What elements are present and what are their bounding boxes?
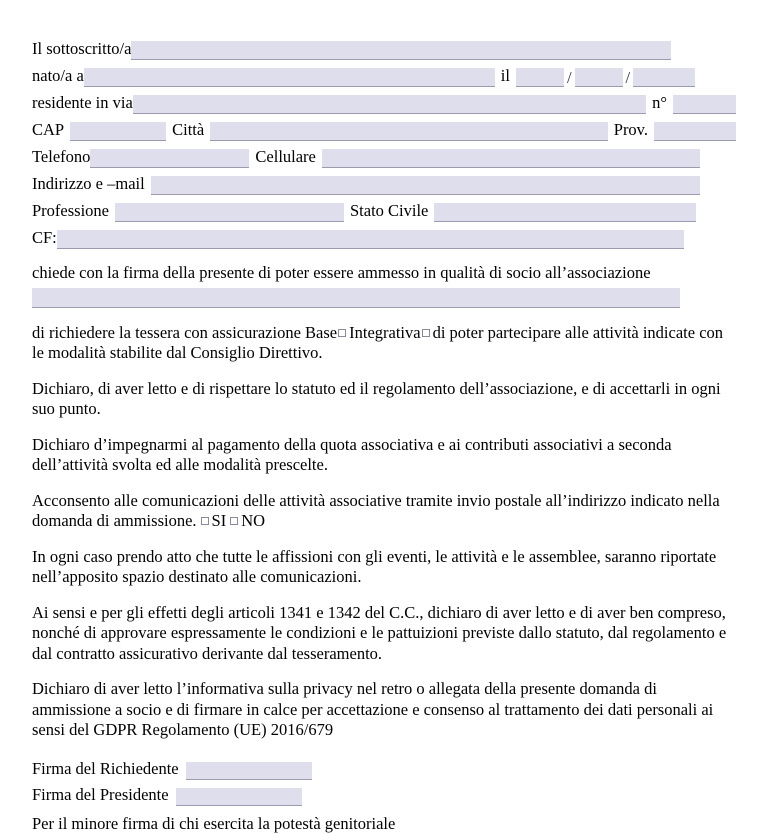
input-data-mese[interactable] — [575, 68, 623, 87]
input-citta[interactable] — [210, 122, 608, 141]
label-citta: Città — [172, 120, 205, 139]
input-data-anno[interactable] — [633, 68, 695, 87]
text-tessera-integrativa: Integrativa — [349, 322, 421, 342]
checkbox-assicurazione-integrativa[interactable] — [422, 329, 430, 337]
form-row-nascita — [32, 60, 736, 87]
label-nato: nato/a a — [32, 66, 84, 85]
paragraph-privacy-gdpr: Dichiaro di aver letto l’informativa sulla privacy nel retro o allegata della presente domanda di ammissione a socio e di firmare in calce per accettazione e consenso al trattamento dei dati personali ai sensi del GDPR Regolamento (UE) 2016/679 — [32, 679, 714, 739]
label-firma-richiedente: Firma del Richiedente — [32, 758, 179, 778]
date-separator-2: / — [625, 68, 631, 87]
form-row-professione — [32, 195, 736, 222]
checkbox-assicurazione-base[interactable] — [338, 329, 346, 337]
label-cellulare: Cellulare — [255, 147, 316, 166]
input-cellulare[interactable] — [322, 149, 700, 168]
date-separator-1: / — [566, 68, 572, 87]
form-row-sottoscritto — [32, 33, 736, 60]
text-comunicazioni: Acconsento alle comunicazioni delle attività associative tramite invio postale all’indirizzo indicato nella domanda di ammissione. — [32, 490, 720, 530]
label-codice-fiscale: CF: — [32, 228, 57, 247]
label-firma-presidente: Firma del Presidente — [32, 784, 169, 804]
input-data-giorno[interactable] — [516, 68, 564, 87]
note-firma-minore: Per il minore firma di chi esercita la potestà genitoriale — [32, 813, 396, 833]
label-residente: residente in via — [32, 93, 133, 112]
form-row-contatti — [32, 141, 736, 168]
label-il: il — [500, 66, 510, 85]
label-prov: Prov. — [613, 120, 648, 139]
label-telefono: Telefono — [32, 147, 91, 166]
label-email: Indirizzo e –mail — [32, 174, 145, 193]
input-indirizzo[interactable] — [133, 95, 646, 114]
paragraph-pagamento: Dichiaro d’impegnarmi al pagamento della quota associativa e ai contributi associativi a seconda dell’attività svolta ed alle modalità prescelte. — [32, 434, 672, 474]
label-sottoscritto: Il sottoscritto/a — [32, 39, 132, 58]
form-row-cap-citta-prov — [32, 114, 736, 141]
input-firma-richiedente[interactable] — [186, 762, 312, 780]
input-prov[interactable] — [654, 122, 736, 141]
input-sottoscritto[interactable] — [131, 41, 671, 60]
signature-row-richiedente — [32, 754, 736, 780]
input-luogo-nascita[interactable] — [84, 68, 495, 87]
paragraph-articoli-cc: Ai sensi e per gli effetti degli articoli 1341 e 1342 del C.C., dichiaro di aver letto e di aver ben compreso, nonché di approvare espressamente le condizioni e le pattuizioni previste dallo statuto, dal regolamento e dal contratto assicurativo derivante dal tesseramento. — [32, 602, 727, 663]
label-professione: Professione — [32, 201, 109, 220]
label-consenso-si: SI — [211, 511, 227, 530]
signature-row-presidente — [32, 780, 736, 806]
input-cap[interactable] — [70, 122, 166, 141]
paragraph-richiesta-socio: chiede con la firma della presente di poter essere ammesso in qualità di socio all’associazione — [32, 263, 651, 282]
form-row-email — [32, 168, 736, 195]
input-codice-fiscale[interactable] — [57, 230, 684, 249]
label-cap: CAP — [32, 120, 65, 139]
input-professione[interactable] — [115, 203, 344, 222]
input-nome-associazione[interactable] — [32, 288, 680, 308]
form-row-residenza — [32, 87, 736, 114]
input-numero-civico[interactable] — [673, 95, 736, 114]
paragraph-tessera-assicurazione — [32, 323, 736, 364]
paragraph-comunicazioni — [32, 491, 736, 532]
input-stato-civile[interactable] — [434, 203, 696, 222]
checkbox-consenso-no[interactable] — [230, 517, 238, 525]
label-consenso-no: NO — [241, 511, 266, 530]
input-email[interactable] — [151, 176, 700, 195]
form-row-codice-fiscale — [32, 222, 736, 249]
paragraph-affissioni: In ogni caso prendo atto che tutte le affissioni con gli eventi, le attività e le assemblee, saranno riportate nell’apposito spazio destinato alle comunicazioni. — [32, 546, 717, 586]
paragraph-statuto: Dichiaro, di aver letto e di rispettare lo statuto ed il regolamento dell’associazione, e di accettarli in ogni suo punto. — [32, 378, 721, 418]
label-numero-civico: n° — [652, 93, 667, 112]
text-tessera-attivita: di poter partecipare alle attività indicate con le modalità stabilite dal Consiglio Direttivo. — [32, 322, 724, 362]
text-tessera-base: di richiedere la tessera con assicurazione Base — [32, 322, 338, 342]
input-telefono[interactable] — [90, 149, 249, 168]
checkbox-consenso-si[interactable] — [201, 517, 209, 525]
input-firma-presidente[interactable] — [176, 788, 302, 806]
label-stato-civile: Stato Civile — [350, 201, 429, 220]
